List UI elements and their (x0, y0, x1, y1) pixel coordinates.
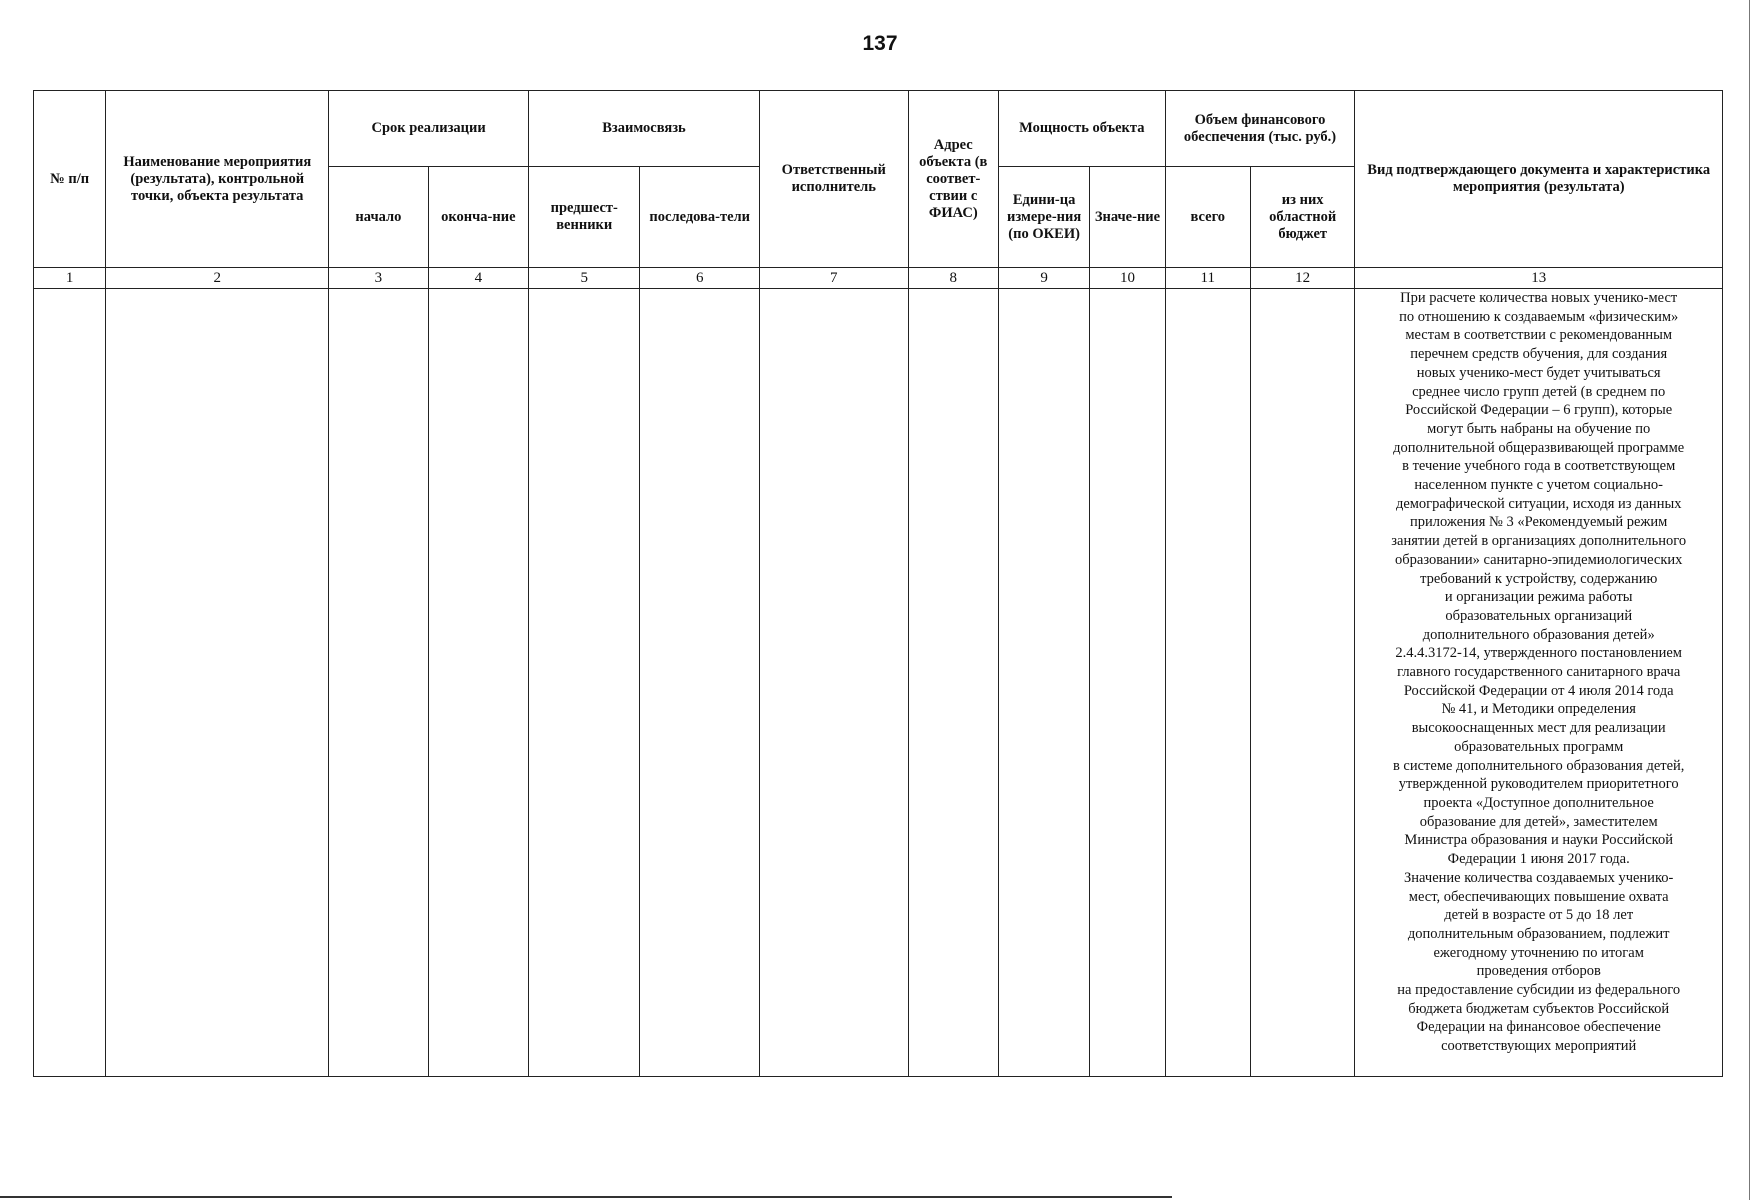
column-number: 12 (1250, 268, 1354, 289)
table-row (34, 289, 1723, 1077)
description-line: требований к устройству, содержанию (1420, 570, 1658, 587)
cell-num (34, 289, 106, 1077)
description-line: занятии детей в организациях дополнительного (1391, 533, 1687, 550)
description-line: 2.4.4.3172-14, утвержденного постановлением (1395, 645, 1682, 662)
header-capacity-value: Значе-ние (1090, 167, 1165, 268)
description-line: новых ученико-мест будет учитываться (1416, 364, 1661, 381)
column-number: 10 (1090, 268, 1165, 289)
column-number: 9 (998, 268, 1089, 289)
description-line: ежегодному уточнению по итогам (1433, 944, 1644, 961)
description-line: среднее число групп детей (в среднем по (1412, 383, 1666, 400)
cell-relation-prev (529, 289, 640, 1077)
header-finance: Объем финансового обеспечения (тыс. руб.) (1165, 91, 1355, 167)
header-address: Адрес объекта (в соответ-ствии с ФИАС) (908, 91, 998, 268)
header-finance-total: всего (1165, 167, 1250, 268)
header-num: № п/п (34, 91, 106, 268)
description-line: Федерации на финансовое обеспечение (1416, 1019, 1661, 1036)
column-number: 4 (428, 268, 528, 289)
description-line: в течение учебного года в соответствующем (1402, 458, 1676, 475)
events-table (33, 90, 1723, 1077)
description-line: Федерации 1 июня 2017 года. (1447, 851, 1630, 868)
description-line: по отношению к создаваемым «физическим» (1399, 308, 1679, 325)
description-line: № 41, и Методики определения (1441, 701, 1636, 718)
cell-capacity-value (1090, 289, 1165, 1077)
description-line: Российской Федерации от 4 июля 2014 года (1403, 682, 1674, 699)
column-number: 11 (1165, 268, 1250, 289)
header-relation-prev: предшест-венники (529, 167, 640, 268)
header-period-start: начало (329, 167, 428, 268)
description-line: на предоставление субсидии из федерального (1397, 982, 1681, 999)
cell-finance-regional (1250, 289, 1354, 1077)
description-line: соответствующих мероприятий (1441, 1038, 1637, 1055)
footer-divider (0, 1196, 1172, 1198)
description-line: перечнем средств обучения, для создания (1410, 346, 1668, 363)
column-number: 2 (106, 268, 329, 289)
column-number: 3 (329, 268, 428, 289)
description-text (1358, 289, 1719, 1056)
description-line: местам в соответствии с рекомендованным (1405, 327, 1673, 344)
cell-capacity-unit (998, 289, 1089, 1077)
description-line: главного государственного санитарного врача (1397, 664, 1681, 681)
header-relation-next: последова-тели (640, 167, 760, 268)
description-line: мест, обеспечивающих повышение охвата (1408, 888, 1669, 905)
description-line: проведения отборов (1476, 963, 1601, 980)
header-period: Срок реализации (329, 91, 529, 167)
description-line: высокооснащенных мест для реализации (1411, 720, 1666, 737)
description-line: приложения № 3 «Рекомендуемый режим (1410, 514, 1668, 531)
description-line: дополнительного образования детей» (1422, 626, 1655, 643)
description-line: и организации режима работы (1444, 589, 1633, 606)
cell-relation-next (640, 289, 760, 1077)
description-line: проекта «Доступное дополнительное (1423, 794, 1654, 811)
header-responsible: Ответственный исполнитель (759, 91, 908, 268)
column-number: 8 (908, 268, 998, 289)
header-doc-type: Вид подтверждающего документа и характеристика мероприятия (результата) (1355, 91, 1723, 268)
description-line: При расчете количества новых ученико-мест (1400, 290, 1678, 306)
description-line: населенном пункте с учетом социально- (1414, 477, 1664, 494)
header-capacity-unit: Едини-ца измере-ния (по ОКЕИ) (998, 167, 1089, 268)
cell-period-start (329, 289, 428, 1077)
description-line: могут быть набраны на обучение по (1427, 420, 1651, 437)
header-period-end: оконча-ние (428, 167, 528, 268)
page-number: 137 (862, 32, 898, 55)
cell-description (1355, 289, 1723, 1077)
description-line: образовательных программ (1454, 738, 1624, 755)
description-line: утвержденной руководителем приоритетного (1398, 776, 1679, 793)
description-line: дополнительным образованием, подлежит (1407, 925, 1670, 942)
description-line: демографической ситуации, исходя из данных (1395, 495, 1682, 512)
header-finance-regional: из них областной бюджет (1250, 167, 1354, 268)
description-line: Российской Федерации – 6 групп), которые (1405, 402, 1673, 419)
header-relation: Взаимосвязь (529, 91, 760, 167)
column-number: 6 (640, 268, 760, 289)
column-number: 5 (529, 268, 640, 289)
column-number: 7 (759, 268, 908, 289)
header-name: Наименование мероприятия (результата), контрольной точки, объекта результата (106, 91, 329, 268)
description-line: детей в возрасте от 5 до 18 лет (1444, 907, 1634, 924)
cell-period-end (428, 289, 528, 1077)
column-number: 13 (1355, 268, 1723, 289)
cell-responsible (759, 289, 908, 1077)
description-line: Значение количества создаваемых ученико- (1404, 869, 1674, 886)
description-line: Министра образования и науки Российской (1404, 832, 1673, 849)
column-number: 1 (34, 268, 106, 289)
cell-address (908, 289, 998, 1077)
cell-finance-total (1165, 289, 1250, 1077)
header-capacity: Мощность объекта (998, 91, 1165, 167)
description-line: образование для детей», заместителем (1419, 813, 1658, 830)
description-line: образовании» санитарно-эпидемиологических (1395, 551, 1683, 568)
description-line: бюджета бюджетам субъектов Российской (1408, 1000, 1670, 1017)
description-line: образовательных организаций (1445, 607, 1633, 624)
scan-edge-line (1749, 0, 1750, 1200)
cell-name (106, 289, 329, 1077)
description-line: в системе дополнительного образования детей, (1392, 757, 1685, 774)
description-line: дополнительной общеразвивающей программе (1393, 439, 1685, 456)
